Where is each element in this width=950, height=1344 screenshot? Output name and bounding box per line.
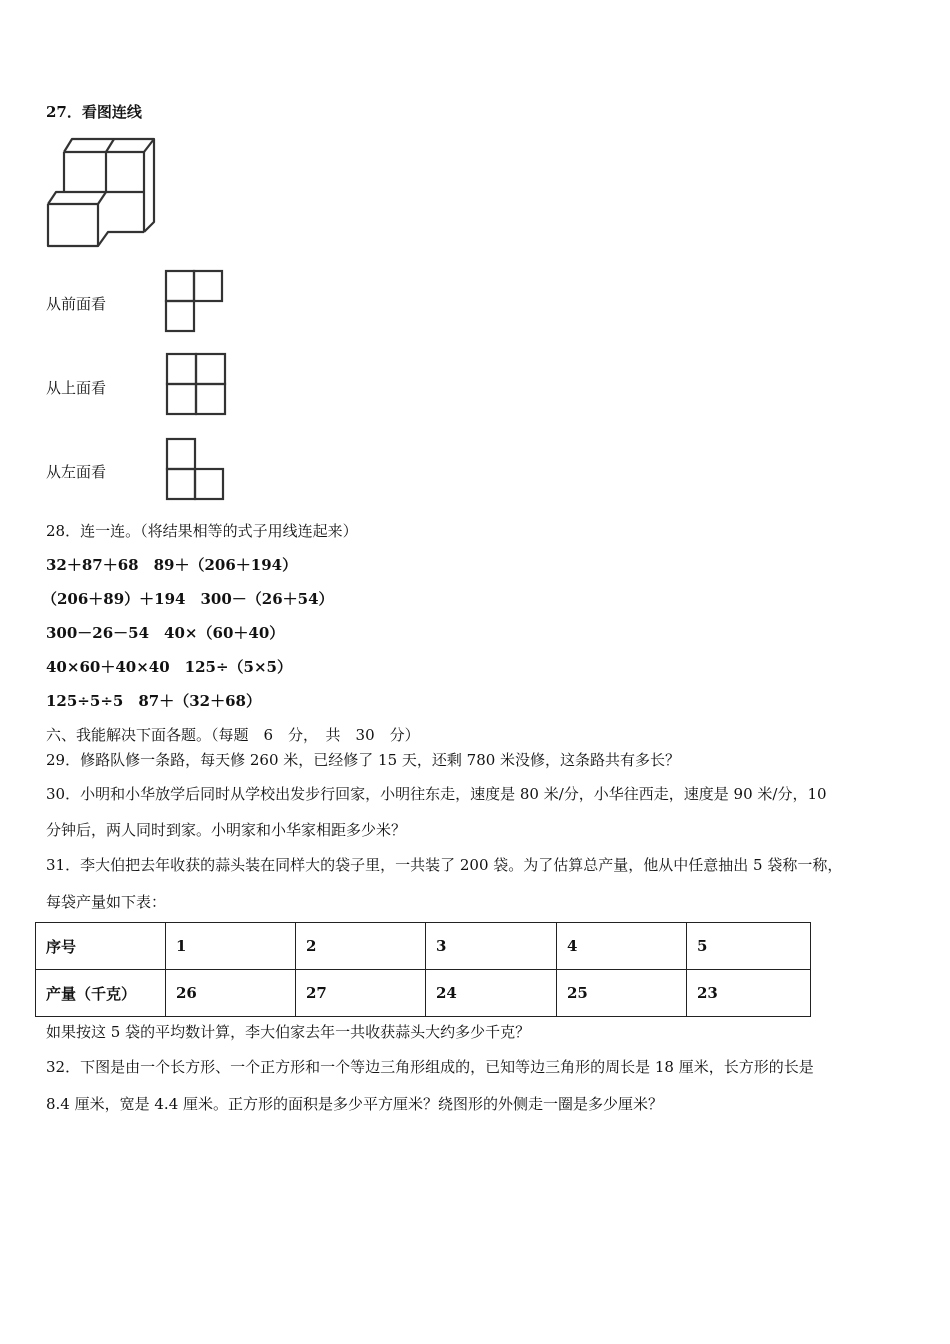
yield-table xyxy=(35,922,811,1017)
q31-line-1: 31．李大伯把去年收获的蒜头装在同样大的袋子里，一共装了 200 袋。为了估算总产量，他从中任意抽出 5 袋称一称， xyxy=(46,856,843,874)
table-cell: 4 xyxy=(557,923,687,970)
front-view-figure xyxy=(163,268,225,334)
table-cell: 26 xyxy=(166,970,296,1017)
q31-question: 如果按这 5 袋的平均数计算，李大伯家去年一共收获蒜头大约多少千克？ xyxy=(46,1023,531,1041)
q30-line-2: 分钟后，两人同时到家。小明家和小华家相距多少米？ xyxy=(46,821,407,839)
q27-title: 27．看图连线 xyxy=(46,103,142,121)
view-label-front: 从前面看 xyxy=(46,295,107,313)
q32-line-1: 32．下图是由一个长方形、一个正方形和一个等边三角形组成的，已知等边三角形的周长是 18 厘米，长方形的长是 xyxy=(46,1058,814,1076)
left-view-figure xyxy=(164,436,226,502)
table-cell: 25 xyxy=(557,970,687,1017)
table-cell: 3 xyxy=(426,923,557,970)
q31-line-2: 每袋产量如下表： xyxy=(46,893,167,911)
table-cell: 23 xyxy=(687,970,811,1017)
q28-expression-row-4: 40×60＋40×40 125÷（5×5） xyxy=(46,658,292,676)
cube-stack-figure xyxy=(44,134,158,252)
top-view-figure xyxy=(164,351,228,417)
q28-title: 28．连一连。（将结果相等的式子用线连起来） xyxy=(46,522,358,540)
table-cell: 24 xyxy=(426,970,557,1017)
table-row xyxy=(36,970,811,1017)
q29-text: 29．修路队修一条路，每天修 260 米，已经修了 15 天，还剩 780 米没修，这条路共有多长？ xyxy=(46,751,681,769)
q28-expression-row-2: （206＋89）＋194 300－（26＋54） xyxy=(42,590,334,608)
q30-line-1: 30．小明和小华放学后同时从学校出发步行回家，小明往东走，速度是 80 米/分，小华往西走，速度是 90 米/分，10 xyxy=(46,785,827,803)
q32-line-2: 8.4 厘米，宽是 4.4 厘米。正方形的面积是多少平方厘米？绕图形的外侧走一圈是多少厘米？ xyxy=(46,1095,664,1113)
section-6-heading: 六、我能解决下面各题。（每题 6 分， 共 30 分） xyxy=(46,726,420,744)
view-label-top: 从上面看 xyxy=(46,379,107,397)
q28-expression-row-3: 300－26－54 40×（60＋40） xyxy=(46,624,285,642)
table-cell: 产量（千克） xyxy=(36,970,166,1017)
table-cell: 2 xyxy=(296,923,426,970)
table-cell: 1 xyxy=(166,923,296,970)
table-cell: 5 xyxy=(687,923,811,970)
view-label-left: 从左面看 xyxy=(46,463,107,481)
q28-expression-row-1: 32＋87＋68 89＋（206＋194） xyxy=(46,556,298,574)
table-row xyxy=(36,923,811,970)
table-cell: 序号 xyxy=(36,923,166,970)
q28-expression-row-5: 125÷5÷5 87＋（32＋68） xyxy=(46,692,261,710)
table-cell: 27 xyxy=(296,970,426,1017)
